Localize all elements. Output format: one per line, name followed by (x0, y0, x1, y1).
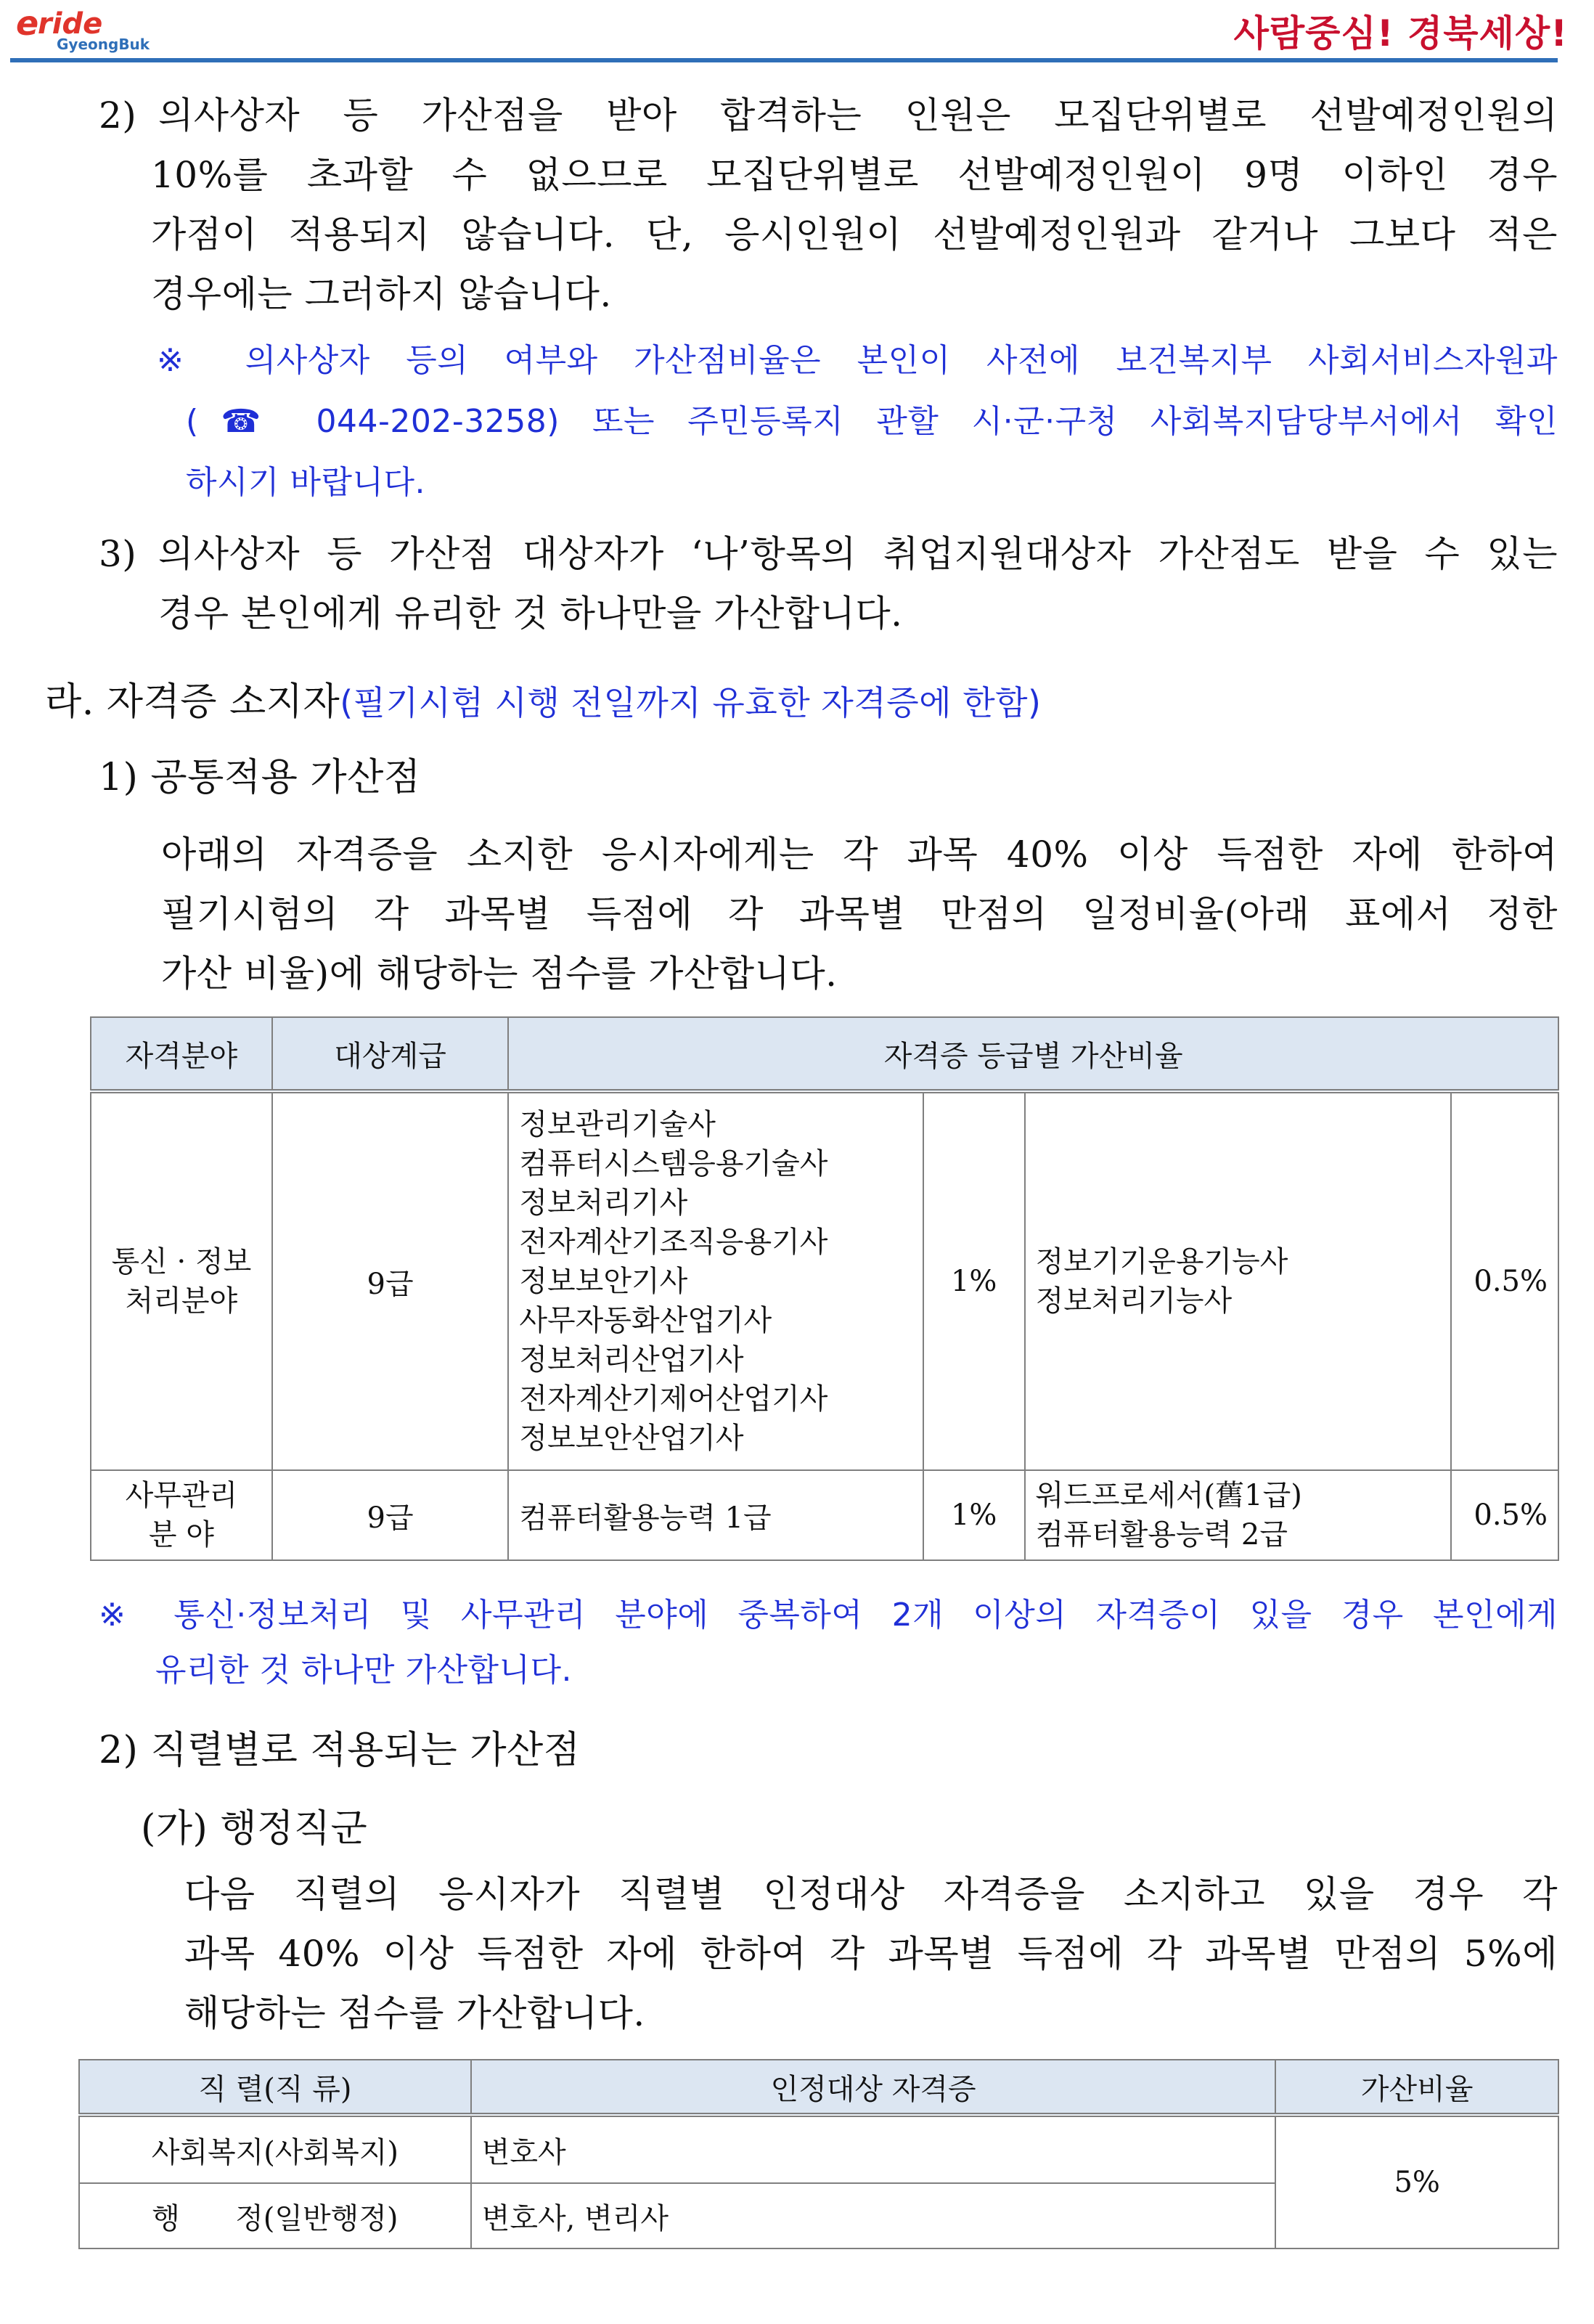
svg-text:e: e (16, 4, 39, 43)
page-header (0, 0, 1594, 73)
table1-row2-rate-a: 1% (923, 1470, 1025, 1560)
table1-row2-certs-b: 워드프로세서(舊1급) 컴퓨터활용능력 2급 (1025, 1470, 1451, 1560)
table2-header-rate: 가산비율 (1275, 2060, 1558, 2115)
note-line3: 하시기 바랍니다. (186, 464, 425, 501)
sub1-line1: 아래의 자격증을 소지한 응시자에게는 각 과목 40% 이상 득점한 자에 한하여 (161, 833, 1558, 876)
table1-header-row (91, 1017, 1558, 1091)
sub2-line2: 과목 40% 이상 득점한 자에 한하여 각 과목별 득점에 각 과목별 만점의 5%에 (184, 1933, 1558, 1975)
sub2-line1: 다음 직렬의 응시자가 직렬별 인정대상 자격증을 소지하고 있을 경우 각 (184, 1873, 1558, 1915)
sub1-heading: 1) 공통적용 가산점 (99, 756, 421, 799)
note-line1: ※ 의사상자 등의 여부와 가산점비율은 본인이 사전에 보건복지부 사회서비스자원과 (157, 342, 1558, 379)
table1-row1-rate-b: 0.5% (1451, 1091, 1558, 1470)
table1-row2-rate-b: 0.5% (1451, 1470, 1558, 1560)
table1-row1-certs-a: 정보관리기술사 컴퓨터시스템응용기술사 정보처리기사 전자계산기조직응용기사 정보보안기사 사무자동화산업기사 정보처리산업기사 전자계산기제어산업기사 정보보안산업기사 (508, 1091, 923, 1470)
sub2-ga-heading: (가) 행정직군 (141, 1807, 368, 1851)
sub2-heading: 2) 직렬별로 적용되는 가산점 (99, 1729, 581, 1772)
section-ra-title-text: 라. 자격증 소지자 (45, 680, 340, 724)
sub1-line3: 가산 비율)에 해당하는 점수를 가산합니다. (161, 953, 838, 995)
section-ra-title-note: (필기시험 시행 전일까지 유효한 자격증에 한함) (340, 683, 1042, 722)
table1-row1-rate-a: 1% (923, 1091, 1025, 1470)
table2-row1-certs: 변호사 (471, 2115, 1276, 2183)
sub1-line2: 필기시험의 각 과목별 득점에 각 과목별 만점의 일정비율(아래 표에서 정한 (161, 893, 1558, 935)
eride-gyeongbuk-logo (13, 4, 187, 55)
table-row (91, 1470, 1558, 1560)
table2-row2-series: 행 정(일반행정) (79, 2183, 471, 2248)
header-divider (10, 58, 1558, 62)
item2-line4: 경우에는 그러하지 않습니다. (151, 273, 612, 315)
item3-line2: 경우 본인에게 유리한 것 하나만을 가산합니다. (158, 592, 903, 635)
table1-row1-field: 통신 · 정보 처리분야 (91, 1091, 272, 1470)
table1-header-grade: 대상계급 (272, 1017, 509, 1091)
cert-rate-table (90, 1016, 1559, 1561)
table1-row2-certs-a: 컴퓨터활용능력 1급 (508, 1470, 923, 1560)
header-slogan: 사람중심! 경북세상! (1233, 12, 1568, 54)
table2-rate: 5% (1275, 2115, 1558, 2248)
table2-row2-certs: 변호사, 변리사 (471, 2183, 1276, 2248)
table1-row2-field: 사무관리 분 야 (91, 1470, 272, 1560)
item2-line2: 10%를 초과할 수 없으므로 모집단위별로 선발예정인원이 9명 이하인 경우 (151, 154, 1558, 196)
table2-header-row (79, 2060, 1558, 2115)
table2-header-series: 직 렬(직 류) (79, 2060, 471, 2115)
section-ra-title (45, 672, 1558, 733)
item2-number: 2) (99, 94, 137, 136)
item2-line1: 의사상자 등 가산점을 받아 합격하는 인원은 모집단위별로 선발예정인원의 (158, 94, 1558, 136)
table-row (79, 2115, 1558, 2183)
note-line2: (☎ 044-202-3258) 또는 주민등록지 관할 시·군·구청 사회복지담당부서에서 확인 (186, 403, 1558, 440)
series-cert-table (78, 2059, 1559, 2249)
table1-note-line2: 유리한 것 하나만 가산합니다. (155, 1652, 572, 1689)
table2-row1-series: 사회복지(사회복지) (79, 2115, 471, 2183)
sub2-line3: 해당하는 점수를 가산합니다. (184, 1992, 645, 2034)
table1-header-field: 자격분야 (91, 1017, 272, 1091)
table1-header-rate: 자격증 등급별 가산비율 (508, 1017, 1558, 1091)
item3-number: 3) (99, 533, 137, 575)
table2-header-certs: 인정대상 자격증 (471, 2060, 1276, 2115)
table1-row1-certs-b: 정보기기운용기능사 정보처리기능사 (1025, 1091, 1451, 1470)
table-row (91, 1091, 1558, 1470)
table1-row1-grade: 9급 (272, 1091, 509, 1470)
table1-note-line1: ※ 통신·정보처리 및 사무관리 분야에 중복하여 2개 이상의 자격증이 있을 경우 본인에게 (99, 1597, 1558, 1634)
item3-line1: 의사상자 등 가산점 대상자가 ‘나’항목의 취업지원대상자 가산점도 받을 수 있는 (158, 533, 1558, 575)
table1-row2-grade: 9급 (272, 1470, 509, 1560)
svg-text:GyeongBuk: GyeongBuk (57, 36, 150, 53)
svg-text:ride: ride (38, 7, 103, 41)
item2-line3: 가점이 적용되지 않습니다. 단, 응시인원이 선발예정인원과 같거나 그보다 적은 (151, 213, 1558, 256)
